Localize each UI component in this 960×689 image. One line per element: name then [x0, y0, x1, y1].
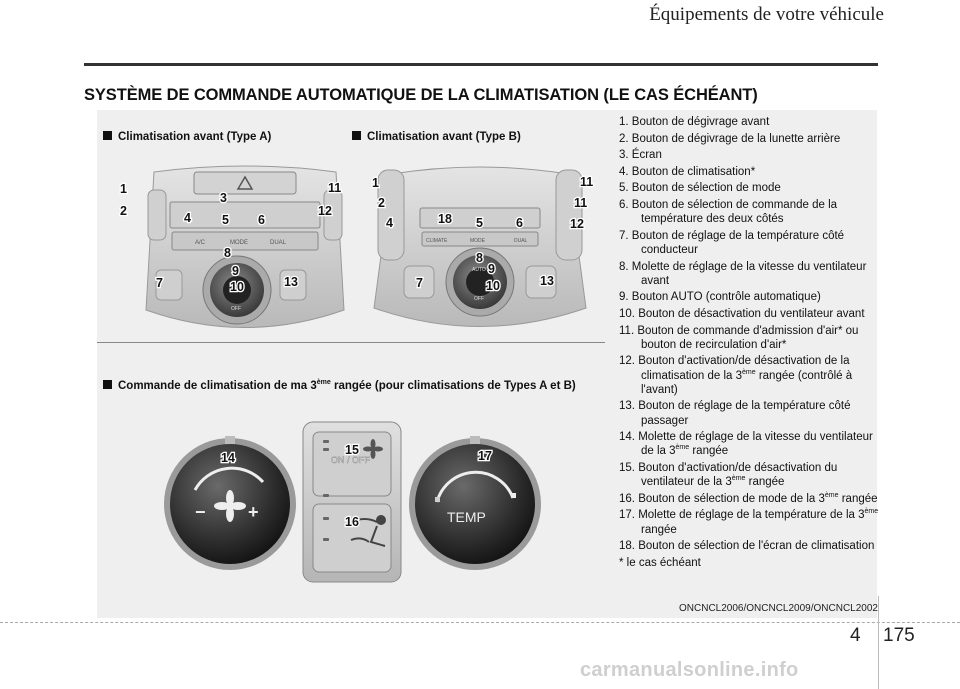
callout-b-18: 18	[438, 212, 452, 226]
callout-11: 11	[328, 181, 342, 195]
callout-6: 6	[258, 213, 265, 227]
callout-3: 3	[220, 191, 227, 205]
callout-1: 1	[120, 182, 127, 196]
footnote: * le cas échéant	[619, 556, 701, 569]
off-label: OFF	[231, 306, 241, 312]
list-item: 5. Bouton de sélection de mode	[619, 182, 781, 195]
callout-12: 12	[318, 204, 332, 218]
caption-type-b: Climatisation avant (Type B)	[352, 131, 521, 143]
list-item: 4. Bouton de climatisation*	[619, 165, 756, 178]
page-number-separator	[878, 596, 879, 689]
callout-b-8: 8	[476, 251, 483, 265]
callout-b-2: 2	[378, 196, 385, 210]
off-b-label: OFF	[474, 296, 484, 302]
list-item: 10. Bouton de désactivation du ventilateur avant	[619, 307, 865, 320]
dual-label: DUAL	[270, 240, 287, 246]
callout-b-4: 4	[386, 216, 393, 230]
page-title: SYSTÈME DE COMMANDE AUTOMATIQUE DE LA CLIMATISATION (LE CAS ÉCHÉANT)	[84, 86, 758, 104]
list-item: 2. Bouton de dégivrage de la lunette arrière	[619, 132, 841, 145]
caption-type-a: Climatisation avant (Type A)	[103, 131, 271, 143]
list-item: 11. Bouton de commande d'admission d'air* ou bouton de recirculation d'air*	[619, 324, 859, 351]
caption-rear: Commande de climatisation de ma 3ème rangée (pour climatisations de Types A et B)	[103, 380, 576, 392]
list-item: 17. Molette de réglage de la température de la 3ème rangée	[619, 508, 879, 536]
panel-type-b-illustration	[364, 160, 596, 340]
mode-b-label: MODE	[470, 238, 485, 244]
callout-b-12: 12	[570, 217, 584, 231]
callout-b-5: 5	[476, 216, 483, 230]
auto-label: AUTO	[472, 267, 486, 273]
fan-minus-label: −	[195, 502, 206, 522]
list-item: 18. Bouton de sélection de l'écran de climatisation	[619, 540, 875, 553]
list-item: 15. Bouton d'activation/de désactivation du ventilateur de la 3ème rangée	[619, 461, 838, 489]
callout-10: 10	[230, 280, 244, 294]
callout-b-1: 1	[372, 176, 379, 190]
callout-15: 15	[345, 443, 359, 457]
callout-b-6: 6	[516, 216, 523, 230]
callout-8: 8	[224, 246, 231, 260]
footer-rule	[0, 622, 960, 623]
list-item: 16. Bouton de sélection de mode de la 3ème rangée	[619, 491, 878, 505]
callout-b-9: 9	[488, 262, 495, 276]
list-item: 13. Bouton de réglage de la température côté passager	[619, 400, 851, 427]
callout-9: 9	[232, 264, 239, 278]
figure-divider	[97, 342, 605, 343]
legend-list	[619, 115, 881, 572]
list-item: 9. Bouton AUTO (contrôle automatique)	[619, 291, 821, 304]
square-bullet-icon	[103, 131, 112, 140]
section-title: Équipements de votre véhicule	[649, 4, 884, 25]
fan-plus-label: +	[248, 502, 259, 522]
list-item: 7. Bouton de réglage de la température côté conducteur	[619, 229, 845, 256]
callout-4: 4	[184, 211, 191, 225]
square-bullet-icon	[352, 131, 361, 140]
callout-16: 16	[345, 515, 359, 529]
callout-2: 2	[120, 204, 127, 218]
rear-controls-illustration	[155, 418, 545, 590]
list-item: 1. Bouton de dégivrage avant	[619, 116, 770, 128]
callout-b-11a: 11	[580, 175, 594, 189]
dual-b-label: DUAL	[514, 238, 528, 244]
callout-b-13: 13	[540, 274, 554, 288]
callout-7: 7	[156, 276, 163, 290]
callout-13: 13	[284, 275, 298, 289]
callout-b-10: 10	[486, 279, 500, 293]
temp-label: TEMP	[447, 509, 486, 525]
watermark: carmanualsonline.info	[580, 659, 799, 681]
header-rule	[84, 63, 878, 66]
on-off-label: ON / OFF	[331, 455, 370, 465]
callout-5: 5	[222, 213, 229, 227]
square-bullet-icon	[103, 380, 112, 389]
callout-14: 14	[221, 451, 235, 465]
figure-reference: ONCNCL2006/ONCNCL2009/ONCNCL2002	[679, 603, 878, 614]
callout-17: 17	[478, 449, 492, 463]
list-item: 6. Bouton de sélection de commande de la température des deux côtés	[619, 198, 838, 226]
list-item: 14. Molette de réglage de la vitesse du ventilateur de la 3ème rangée	[619, 431, 873, 458]
list-item: 3. Écran	[619, 149, 662, 162]
mode-label: MODE	[230, 240, 248, 246]
climate-label: CLIMATE	[426, 238, 448, 244]
callout-b-11b: 11	[574, 196, 588, 210]
callout-b-7: 7	[416, 276, 423, 290]
panel-type-a-illustration	[120, 160, 350, 340]
ac-label: A/C	[195, 240, 206, 246]
list-item: 12. Bouton d'activation/de désactivation de la climatisation de la 3ème rangée (contrôlé à l'avant)	[619, 355, 853, 396]
list-item: 8. Molette de réglage de la vitesse du ventilateur avant	[619, 260, 867, 287]
